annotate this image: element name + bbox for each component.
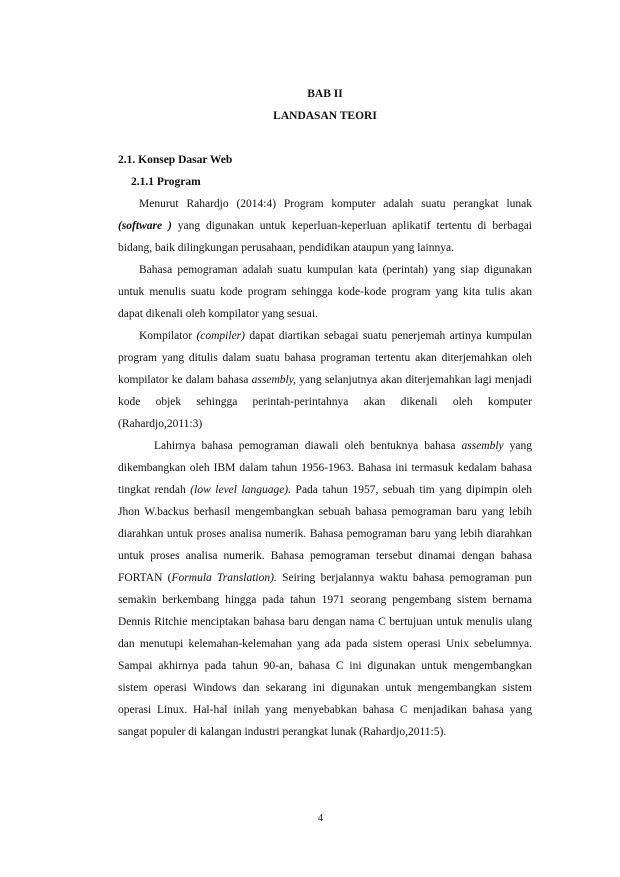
bold-italic-term: (software ) — [118, 220, 172, 232]
text-run: yang dikembangkan oleh IBM dalam tahun 1956-1963. Bahasa ini termasuk kedalam bahasa tingkat rendah — [118, 440, 533, 496]
text-run: Bahasa pemograman adalah suatu kumpulan kata (perintah) yang siap digunakan untuk menulis suatu kode program sehingga kode-kode program yang kita tulis akan dapat dikenali oleh kompilator yang sesuai. — [118, 264, 532, 320]
italic-term: (low level language). — [190, 484, 292, 496]
text-run: yang digunakan untuk keperluan-keperluan aplikatif tertentu di berbagai bidang, baik dilingkungan perusahaan, pendidikan ataupun yang lainnya. — [118, 220, 532, 254]
italic-term: assembly, — [251, 374, 297, 386]
paragraph — [118, 193, 532, 259]
italic-term: assembly — [461, 440, 504, 452]
italic-term: (compiler) — [196, 330, 245, 342]
text-run: Kompilator — [139, 330, 197, 342]
text-run: dapat diartikan sebagai suatu penerjemah artinya kumpulan program yang ditulis dalam suatu bahasa programan tertentu akan diterjemahkan oleh kompilator ke dalam bahasa — [118, 330, 532, 386]
paragraph — [118, 435, 532, 743]
page-number: 4 — [318, 813, 323, 824]
subsection-heading-program: 2.1.1 Program — [131, 176, 201, 188]
text-run: Seiring berjalannya waktu bahasa pemograman pun semakin berkembang hingga pada tahun 1971 seorang pengembang sistem bernama Dennis Ritchie menciptakan bahasa baru dengan nama C bertujuan untuk menulis ulang dan menutupi kelemahan-kelemahan yang ada pada sistem operasi Unix sebelumnya. Sampai akhirnya pada tahun 90-an, bahasa C ini digunakan untuk mengembangkan sistem operasi Windows dan sekarang ini digunakan untuk mengembangkan sistem operasi Linux. Hal-hal inilah yang menyebabkan bahasa C menjadikan bahasa yang sangat populer di kalangan industri perangkat lunak (Rahardjo,2011:5). — [118, 572, 532, 738]
text-run: yang selanjutnya akan diterjemahkan lagi menjadi kode objek sehingga perintah-perintahnya akan dikenali oleh komputer (Rahardjo,2011:3) — [118, 374, 532, 430]
chapter-number: BAB II — [307, 88, 343, 100]
text-run: Menurut Rahardjo (2014:4) Program komputer adalah suatu perangkat lunak — [139, 198, 532, 210]
text-run: Pada tahun 1957, sebuah tim yang dipimpin oleh Jhon W.backus berhasil mengembangkan sebuah bahasa pemograman baru yang lebih diarahkan untuk proses analisa numerik. Bahasa pemograman baru yang lebih diarahkan untuk proses analisa numerik. Bahasa pemograman tersebut dinamai dengan bahasa FORTAN ( — [118, 484, 532, 584]
body-text — [118, 193, 532, 743]
text-run: Lahirnya bahasa pemograman diawali oleh bentuknya bahasa — [154, 440, 462, 452]
chapter-title: LANDASAN TEORI — [273, 110, 377, 122]
paragraph — [118, 259, 532, 325]
paragraph — [118, 325, 532, 435]
italic-term: Formula Translation). — [171, 572, 277, 584]
section-heading-konsep-dasar-web: 2.1. Konsep Dasar Web — [118, 154, 233, 166]
